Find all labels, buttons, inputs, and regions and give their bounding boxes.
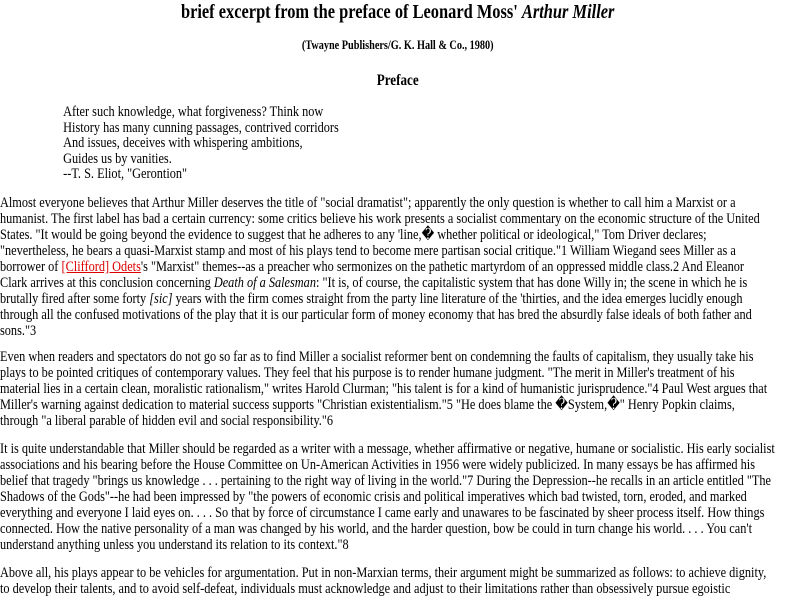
text-line <box>0 473 775 489</box>
text-segment: Clark arrives at this conclusion concerning <box>0 275 214 291</box>
text-segment: understand anything unless you understand its relation to its context."8 <box>0 537 349 553</box>
text-segment: through "a liberal parable of hidden evil and social responsibility."6 <box>0 413 334 429</box>
text-segment: It is quite understandable that Miller should be regarded as a writer with a message, whether affirmative or negative, humane or socialistic. His early socialist <box>0 441 775 457</box>
text-line <box>0 259 760 275</box>
text-line <box>0 441 775 457</box>
epigraph-line: And issues, deceives with whispering ambitions, <box>63 135 303 151</box>
text-line <box>0 195 760 211</box>
odets-link[interactable]: [Clifford] Odets <box>61 259 141 275</box>
paragraph <box>0 195 760 339</box>
title-book-name: Arthur Miller <box>521 1 615 23</box>
text-segment: Miller's warning against dedication to material success supports "Christian existentialism."5 "He does blame the �System,�" Henry Popkin claims, <box>0 397 735 413</box>
paragraph <box>0 349 767 429</box>
epigraph-attribution: --T. S. Eliot, "Gerontion" <box>63 166 188 182</box>
text-segment: everything and everyone I laid eyes on. . . . So that by force of circumstance I came early and unawares to be fascinated by sheer process itself. How things <box>0 505 765 521</box>
paragraph <box>0 565 766 597</box>
text-line <box>0 211 760 227</box>
text-segment: to develop their talents, and to avoid self-defeat, individuals must acknowledge and adjust to their limitations rather than obsessively pursue egoistic <box>0 581 731 597</box>
text-line <box>0 489 775 505</box>
text-segment: Above all, his plays appear to be vehicles for argumentation. Put in non-Marxian terms, their argument might be summarized as follows: to achieve dignity, <box>0 565 767 581</box>
publisher-line: (Twayne Publishers/G. K. Hall & Co., 1980) <box>301 38 494 52</box>
text-line <box>0 521 775 537</box>
text-line <box>0 581 766 597</box>
epigraph-line: Guides us by vanities. <box>63 150 172 167</box>
text-segment: humanist. The first label has bad a certain currency: some critics believe his work presents a socialist commentary on the economic structure of the United <box>0 211 760 227</box>
text-line <box>0 537 775 553</box>
text-segment: years with the firm comes straight from the party line literature of the 'thirties, and the idea emerges lucidly enough <box>172 291 743 307</box>
text-segment: material lies in a certain clean, moralistic rationalism," writes Harold Clurman; "his talent is for a kind of humanistic jurisprudence."4 Paul West argues that <box>0 381 768 397</box>
text-line <box>0 505 775 521</box>
text-segment: Almost everyone believes that Arthur Miller deserves the title of "social dramatist"; apparently the only question is whether to call him a Marxist or a <box>0 195 736 211</box>
epigraph <box>63 105 339 183</box>
page-title <box>0 0 795 24</box>
text-segment: belief that tragedy "brings us knowledge . . . pertaining to the right way of living in the world."7 During the Depression--he recalls in an article entitled "The <box>0 473 771 489</box>
text-line <box>0 323 760 339</box>
text-segment: brutally fired after some forty <box>0 291 150 307</box>
epigraph-line: History has many cunning passages, contrived corridors <box>63 119 339 136</box>
text-segment: connected. How the native personality of a man was changed by his world, and the harder question, bow be could in turn change his world. . . . You can't <box>0 521 753 537</box>
text-segment: plays to be pointed critiques of contemporary values. They feel that his purpose is to render humane judgment. "The merit in Miller's treatment of his <box>0 365 735 381</box>
text-line <box>0 457 775 473</box>
text-segment: "nevertheless, he bears a quasi-Marxist stamp and most of his plays tend to become mere partisan social critique."1 William Wiegand sees Miller as a <box>0 243 736 259</box>
text-line <box>0 227 760 243</box>
text-line <box>0 275 760 291</box>
text-segment: States. "It would be going beyond the evidence to suggest that he adheres to any 'line,� whether political or ideological," Tom Driver declares; <box>0 227 707 243</box>
text-line <box>0 349 767 365</box>
title-text: brief excerpt from the preface of Leonard Moss' <box>180 1 522 23</box>
text-segment: associations and his bearing before the House Committee on Un-American Activities in 1956 were widely publicized. In many essays be has affirmed his <box>0 457 756 473</box>
text-line <box>0 565 766 581</box>
text-segment: : "It is, of course, the capitalistic system that has done Willy in; the scene in which he is <box>315 275 748 291</box>
text-line <box>0 291 760 307</box>
text-segment: through all the confused motivations of the play that it is our particular form of money economy that has bred the absurdly false ideals of both father and <box>0 307 752 323</box>
text-line <box>0 307 760 323</box>
text-line <box>0 243 760 259</box>
text-segment: borrower of <box>0 259 62 275</box>
text-line <box>0 381 767 397</box>
text-line <box>0 397 767 413</box>
text-line <box>0 365 767 381</box>
italic-text: [sic] <box>149 291 173 307</box>
section-heading: Preface <box>376 72 419 89</box>
text-line <box>0 413 767 429</box>
paragraph <box>0 441 775 553</box>
text-segment: 's "Marxist" themes--as a preacher who sermonizes on the pathetic martyrdom of an oppressed middle class.2 And Eleanor <box>140 259 745 275</box>
epigraph-line: After such knowledge, what forgiveness? Think now <box>63 104 324 120</box>
text-segment: Shadows of the Gods"--he had been impressed by "the powers of economic crisis and political imperatives which bad twisted, torn, eroded, and marked <box>0 489 747 505</box>
italic-text: Death of a Salesman <box>213 275 316 291</box>
text-segment: sons."3 <box>0 323 37 339</box>
text-segment: Even when readers and spectators do not go so far as to find Miller a socialist reformer bent on condemning the faults of capitalism, they usually take his <box>0 349 754 365</box>
